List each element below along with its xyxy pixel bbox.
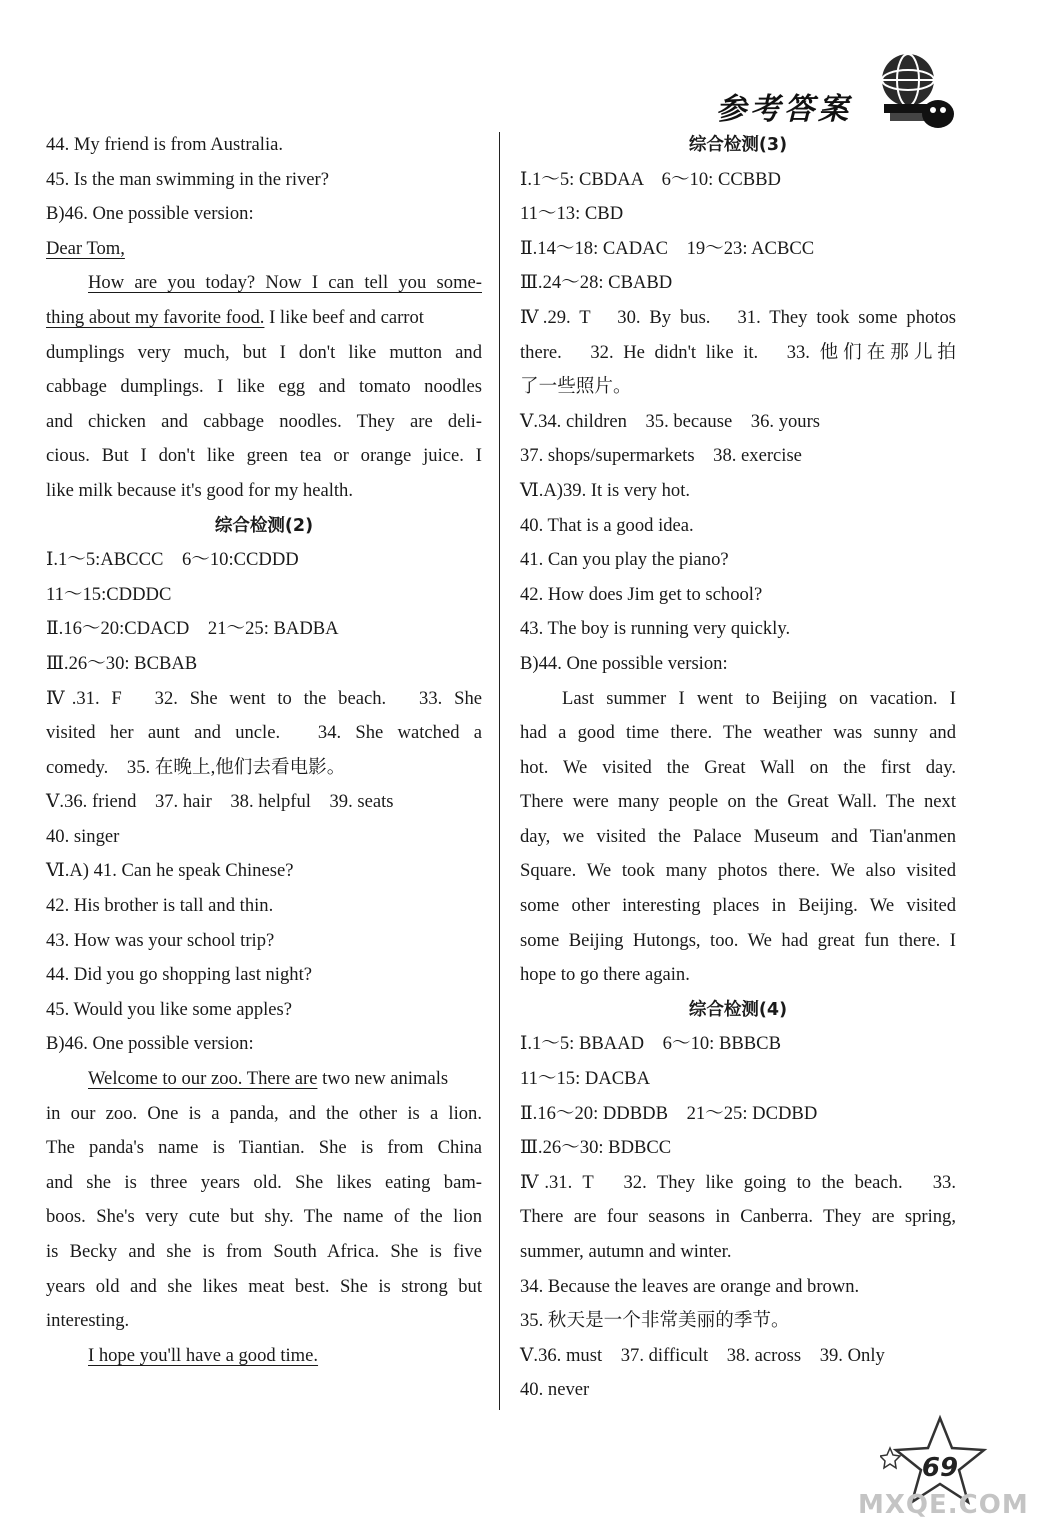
essay-line: hope to go there again. (520, 964, 690, 986)
answer-line: 11～15:CDDDC (46, 583, 172, 605)
answer-line: 了一些照片。 (520, 376, 632, 398)
essay-line: boos. She's very cute but shy. The name of the lion (46, 1206, 482, 1228)
answer-line: Ⅵ.A)39. It is very hot. (520, 479, 691, 501)
essay-line: and chicken and cabbage noodles. They are deli- (46, 410, 482, 432)
column-divider (499, 132, 500, 1410)
essay-line: day, we visited the Palace Museum and Tian'anmen (520, 825, 956, 847)
answer-line: 43. The boy is running very quickly. (520, 618, 791, 640)
essay-line: interesting. (46, 1310, 130, 1332)
answer-line: there. 32. He didn't like it. 33. 他们在那儿拍 (520, 341, 956, 363)
answer-line: Ⅲ.26～30: BDBCC (520, 1137, 672, 1159)
answer-line: 40. never (520, 1379, 590, 1401)
essay-line: and she is three years old. She likes eating bam- (46, 1171, 482, 1193)
answer-line: 11～13: CBD (520, 203, 624, 225)
answer-line: 44. My friend is from Australia. (46, 134, 284, 155)
answer-line: 11～15: DACBA (520, 1068, 650, 1090)
answer-line: 37. shops/supermarkets 38. exercise (520, 445, 802, 467)
answer-line: 34. Because the leaves are orange and brown. (520, 1275, 860, 1297)
essay-line: Square. We took many photos there. We also visited (520, 860, 956, 882)
essay-line: had a good time there. The weather was sunny and (520, 722, 956, 744)
answer-line: Ⅴ.36. friend 37. hair 38. helpful 39. seats (46, 791, 394, 813)
answer-line: There are four seasons in Canberra. They are spring, (520, 1206, 956, 1228)
essay-line: cious. But I don't like green tea or orange juice. I (46, 445, 482, 467)
answer-line: Ⅵ.A) 41. Can he speak Chinese? (46, 860, 294, 882)
answer-line: Ⅰ.1～5: BBAAD 6～10: BBBCB (520, 1033, 781, 1055)
answer-line: B)44. One possible version: (520, 652, 728, 674)
answer-line: Ⅳ.31. T 32. They like going to the beach. 33. (520, 1171, 956, 1193)
essay-line: some Beijing Hutongs, too. We had great fun there. I (520, 929, 956, 951)
essay-line: like milk because it's good for my health. (46, 479, 353, 501)
essay-line: hot. We visited the Great Wall on the first day. (520, 756, 956, 778)
answer-line: Ⅲ.26～30: BCBAB (46, 652, 198, 674)
answer-line: Ⅴ.34. children 35. because 36. yours (520, 410, 821, 432)
answer-line: Ⅳ.31. F 32. She went to the beach. 33. She (46, 687, 482, 709)
answer-line: 41. Can you play the piano? (520, 549, 729, 571)
answer-line: 35. 秋天是一个非常美丽的季节。 (520, 1310, 790, 1332)
left-column (46, 128, 482, 1373)
answer-line: 42. His brother is tall and thin. (46, 895, 274, 917)
essay-line: dumplings very much, but I don't like mutton and (46, 341, 482, 363)
essay-line: How are you today? Now I can tell you some- (88, 272, 482, 294)
answer-line: summer, autumn and winter. (520, 1241, 732, 1262)
watermark: MXQE.COM (858, 1490, 1029, 1520)
right-column (520, 128, 956, 1408)
section-title-test-4: 综合检测(4) (688, 999, 788, 1020)
answer-line: visited her aunt and uncle. 34. She watched a (46, 722, 482, 744)
letter-salutation: Dear Tom, (46, 237, 125, 259)
section-title-test-2: 综合检测(2) (214, 515, 314, 536)
essay-line: years old and she likes meat best. She is strong but (46, 1275, 482, 1297)
essay-line: some other interesting places in Beijing. We visited (520, 895, 956, 917)
answer-line: B)46. One possible version: (46, 203, 254, 225)
essay-line: in our zoo. One is a panda, and the other is a lion. (46, 1102, 482, 1124)
answer-line: 45. Is the man swimming in the river? (46, 168, 329, 190)
essay-line: There were many people on the Great Wall. The next (520, 791, 956, 813)
header-title: 参考答案 (716, 92, 852, 127)
answer-line: comedy. 35. 在晚上,他们去看电影。 (46, 756, 346, 778)
essay-line: Welcome to our zoo. There are two new animals (88, 1068, 449, 1090)
essay-line: is Becky and she is from South Africa. She is five (46, 1241, 482, 1262)
answer-line: 40. singer (46, 825, 120, 847)
answer-line: Ⅱ.14～18: CADAC 19～23: ACBCC (520, 237, 815, 259)
answer-line: B)46. One possible version: (46, 1033, 254, 1055)
answer-line: 44. Did you go shopping last night? (46, 964, 312, 986)
essay-line: The panda's name is Tiantian. She is from China (46, 1137, 482, 1159)
answer-line: Ⅱ.16～20: DDBDB 21～25: DCDBD (520, 1102, 818, 1124)
answer-line: 43. How was your school trip? (46, 929, 275, 951)
essay-line: cabbage dumplings. I like egg and tomato noodles (46, 376, 482, 398)
answer-line: 42. How does Jim get to school? (520, 583, 763, 605)
globe-books-icon (868, 44, 958, 134)
answer-line: Ⅰ.1～5:ABCCC 6～10:CCDDD (46, 549, 299, 571)
section-title-test-3: 综合检测(3) (688, 135, 788, 155)
answer-line: 40. That is a good idea. (520, 514, 694, 536)
answer-line: Ⅲ.24～28: CBABD (520, 272, 673, 294)
answer-line: Ⅳ.29. T 30. By bus. 31. They took some photos (520, 306, 956, 328)
essay-line: I hope you'll have a good time. (88, 1344, 319, 1366)
answer-line: Ⅰ.1～5: CBDAA 6～10: CCBBD (520, 168, 781, 190)
page-number: 69 (921, 1453, 959, 1483)
essay-line: Last summer I went to Beijing on vacation. I (562, 687, 956, 709)
answer-line: Ⅱ.16～20:CDACD 21～25: BADBA (46, 618, 339, 640)
essay-line: thing about my favorite food. I like beef and carrot (46, 306, 424, 328)
answer-line: 45. Would you like some apples? (46, 998, 293, 1020)
answer-line: Ⅴ.36. must 37. difficult 38. across 39. Only (520, 1344, 885, 1366)
